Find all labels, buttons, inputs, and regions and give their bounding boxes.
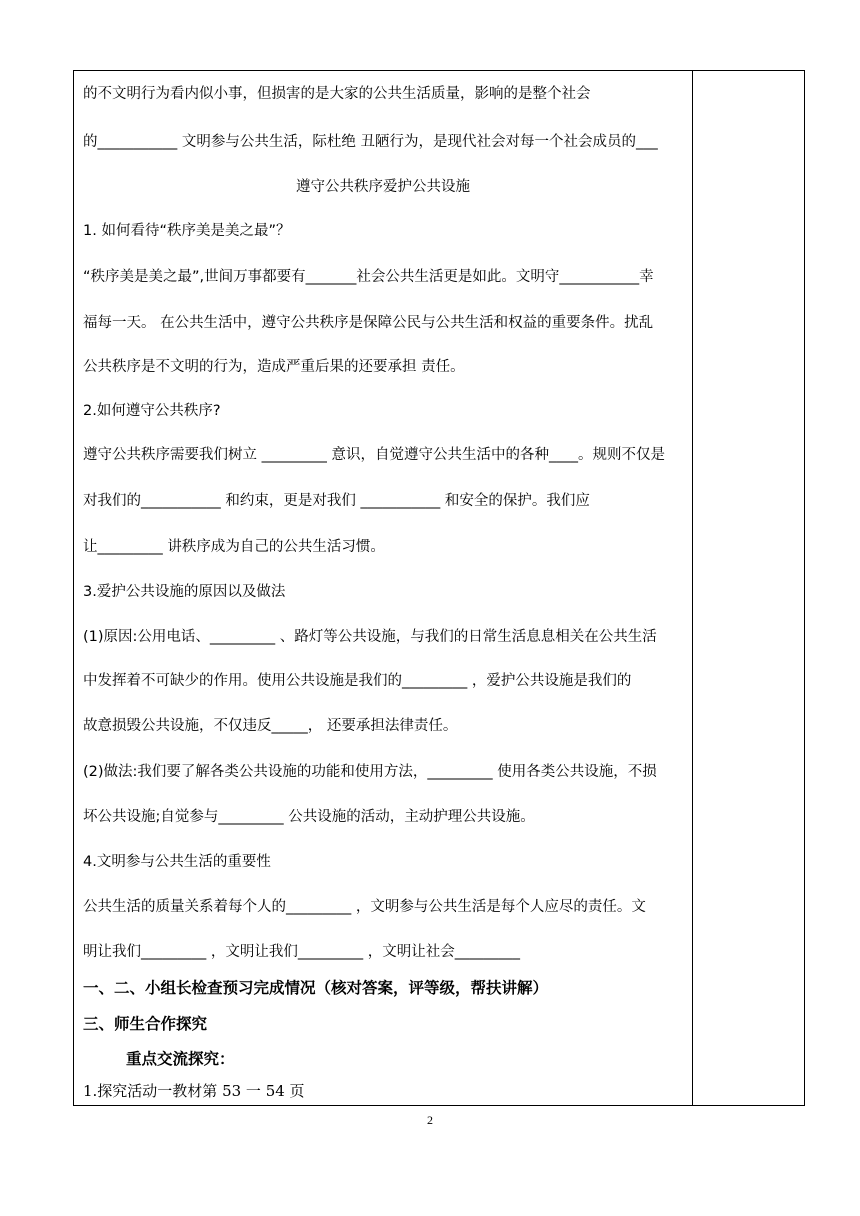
section-heading-bold: 三、师生合作探究 <box>83 1015 208 1033</box>
paragraph-line: 公共生活的质量关系着每个人的_________ ，文明参与公共生活是每个人应尽的责任。文 <box>83 899 646 915</box>
paragraph-line: 公共秩序是不文明的行为，造成严重后果的还要承担 责任。 <box>83 359 465 375</box>
activity-line: 1.探究活动一教材第 53 一 54 页 <box>83 1082 305 1100</box>
page-number: 2 <box>427 1113 433 1127</box>
paragraph-line: 的不文明行为看内似小事，但损害的是大家的公共生活质量，影响的是整个社会 <box>83 86 591 102</box>
paragraph-line: 福每一天。 在公共生活中，遵守公共秩序是保障公民与公共生活和权益的重要条件。扰乱 <box>83 315 654 331</box>
paragraph-line: 明让我们_________ ，文明让我们_________ ，文明让社会_________ <box>83 944 520 960</box>
paragraph-line: 遵守公共秩序需要我们树立 _________ 意识，自觉遵守公共生活中的各种____。规则不仅是 <box>83 447 665 463</box>
document-table <box>73 70 805 1106</box>
paragraph-line: (2)做法:我们要了解各类公共设施的功能和使用方法，_________ 使用各类公共设施，不损 <box>83 764 657 780</box>
question-heading: 4.文明参与公共生活的重要性 <box>83 854 271 870</box>
question-heading: 3.爱护公共设施的原因以及做法 <box>83 584 286 600</box>
question-heading: 2.如何遵守公共秩序? <box>83 403 221 419</box>
question-heading: 1. 如何看待“秩序美是美之最”？ <box>83 223 291 239</box>
table-column-divider <box>692 71 693 1105</box>
paragraph-line: “秩序美是美之最”,世间万事都要有_______社会公共生活更是如此。文明守___________幸 <box>83 269 654 285</box>
section-heading-bold: 一、二、小组长检查预习完成情况（核对答案，评等级，帮扶讲解） <box>83 979 549 997</box>
paragraph-line: (1)原因:公用电话、_________ 、路灯等公共设施，与我们的日常生活息息相关在公共生活 <box>83 629 657 645</box>
paragraph-line: 让_________ 讲秩序成为自己的公共生活习惯。 <box>83 539 385 555</box>
subheading-bold: 重点交流探究： <box>126 1050 235 1068</box>
paragraph-line: 对我们的___________ 和约束，更是对我们 ___________ 和安全的保护。我们应 <box>83 493 590 509</box>
section-heading: 遵守公共秩序爱护公共设施 <box>296 179 470 195</box>
paragraph-line: 坏公共设施;自觉参与_________ 公共设施的活动，主动护理公共设施。 <box>83 809 535 825</box>
paragraph-line: 中发挥着不可缺少的作用。使用公共设施是我们的_________ ，爱护公共设施是我们的 <box>83 673 632 689</box>
paragraph-line: 的___________ 文明参与公共生活，际杜绝 丑陋行为，是现代社会对每一个社会成员的___ <box>83 134 658 150</box>
paragraph-line: 故意损毁公共设施，不仅违反_____， 还要承担法律责任。 <box>83 718 458 734</box>
